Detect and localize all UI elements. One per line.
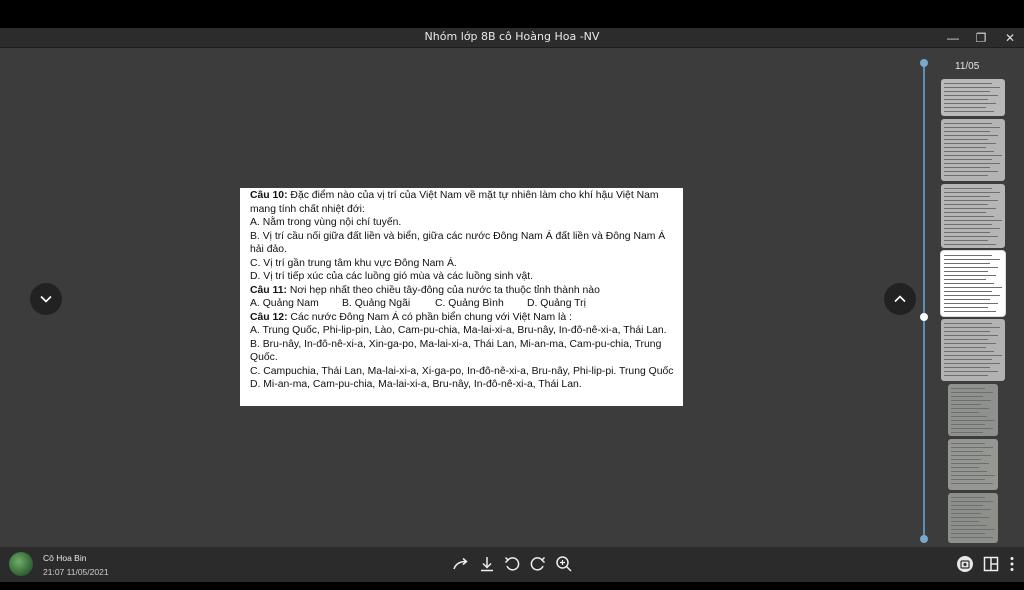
thumbnail-text-line bbox=[944, 236, 998, 237]
more-icon bbox=[1003, 555, 1021, 573]
q11-text: Nơi hẹp nhất theo chiều tây-đông của nước ta thuộc tỉnh thành nào bbox=[286, 284, 600, 296]
title-bar bbox=[0, 28, 1024, 48]
thumbnail-text-line bbox=[944, 103, 996, 104]
thumbnail-text-line bbox=[944, 244, 996, 245]
rotate-left-icon bbox=[503, 555, 521, 573]
thumbnail-text-line bbox=[951, 416, 987, 417]
thumbnail-text-line bbox=[944, 131, 990, 132]
thumbnail-text-line bbox=[951, 529, 995, 530]
q12-option-d: D. Mi-an-ma, Cam-pu-chia, Ma-lai-xi-a, Bru-nây, In-đô-nê-xi-a, Thái Lan. bbox=[250, 379, 582, 390]
thumbnail-text-line bbox=[944, 303, 998, 304]
thumbnail-text-line bbox=[951, 513, 981, 514]
thumbnail-text-line bbox=[944, 375, 988, 376]
thumbnail-text-line bbox=[944, 295, 1000, 296]
thumbnail-text-line bbox=[944, 200, 998, 201]
download-button[interactable] bbox=[477, 554, 497, 574]
thumbnail-text-line bbox=[944, 147, 986, 148]
thumbnail[interactable] bbox=[941, 119, 1005, 181]
thumbnail-text-line bbox=[944, 212, 986, 213]
sent-timestamp: 21:07 11/05/2021 bbox=[43, 567, 109, 577]
q11-option-b: B. Quảng Ngãi bbox=[342, 298, 411, 309]
thumbnail-text-line bbox=[951, 388, 985, 389]
timeline-track[interactable] bbox=[923, 63, 925, 540]
thumbnail-text-line bbox=[951, 533, 985, 534]
thumbnail-text-line bbox=[951, 400, 991, 401]
thumbnail[interactable] bbox=[948, 384, 998, 436]
thumbnail-text-line bbox=[951, 483, 993, 484]
thumbnail-text-line bbox=[951, 392, 993, 393]
thumbnail-text-line bbox=[951, 501, 993, 502]
thumbnail-text-line bbox=[951, 467, 979, 468]
previous-image-button[interactable] bbox=[884, 283, 916, 315]
top-black-strip bbox=[0, 0, 1024, 28]
chevron-up-icon bbox=[893, 292, 907, 306]
thumbnail-text-line bbox=[951, 521, 979, 522]
q10-option-a: A. Nằm trong vùng nội chí tuyến. bbox=[250, 217, 402, 228]
download-icon bbox=[478, 555, 496, 573]
thumbnail-text-line bbox=[944, 151, 994, 152]
q12-option-c: C. Campuchia, Thái Lan, Ma-lai-xi-a, Xi-ga-po, In-đô-nê-xi-a, Bru-nây, Phi-lip-pi. Trung Quốc bbox=[250, 365, 674, 377]
q12-option-b: B. Bru-nây, In-đô-nê-xi-a, Xin-ga-po, Ma-lai-xi-a, Thái Lan, Mi-an-ma, Cam-pu-chia, Trung Quốc. bbox=[250, 338, 662, 363]
thumbnail-text-line bbox=[944, 216, 994, 217]
q10-option-b: B. Vị trí cầu nối giữa đất liền và biển, giữa các nước Đông Nam Á đất liền và Đông Nam Á hải đảo. bbox=[250, 230, 666, 255]
q11-option-d: D. Quảng Trị bbox=[527, 298, 586, 309]
thumbnail-text-line bbox=[944, 107, 986, 108]
timeline-start-marker[interactable] bbox=[920, 59, 928, 67]
thumbnail-text-line bbox=[951, 463, 989, 464]
thumbnail-text-line bbox=[944, 99, 988, 100]
thumbnail-text-line bbox=[944, 196, 990, 197]
thumbnail[interactable] bbox=[948, 493, 998, 543]
layout-toggle-button[interactable] bbox=[981, 554, 1001, 574]
thumbnail-text-line bbox=[944, 299, 990, 300]
thumbnail-text-line bbox=[944, 323, 992, 324]
thumbnail-text-line bbox=[951, 443, 985, 444]
thumbnail-text-line bbox=[944, 355, 1002, 356]
thumbnail-text-line bbox=[944, 311, 996, 312]
thumbnail[interactable] bbox=[941, 184, 1005, 248]
rotate-left-button[interactable] bbox=[502, 554, 522, 574]
question-10 bbox=[250, 189, 675, 216]
thumbnail-text-line bbox=[951, 451, 983, 452]
next-image-button[interactable] bbox=[30, 283, 62, 315]
thumbnail-text-line bbox=[951, 475, 995, 476]
thumbnail-text-line bbox=[951, 408, 989, 409]
thumbnail-text-line bbox=[951, 525, 987, 526]
thumbnail-text-line bbox=[944, 143, 996, 144]
thumbnail-text-line bbox=[944, 123, 992, 124]
thumbnail-text-line bbox=[944, 220, 1002, 221]
close-button[interactable]: ✕ bbox=[1004, 30, 1016, 45]
thumbnail-text-line bbox=[951, 517, 989, 518]
timeline-current-marker[interactable] bbox=[920, 313, 928, 321]
thumbnail[interactable] bbox=[941, 79, 1005, 116]
thumbnail-text-line bbox=[944, 228, 1000, 229]
thumbnail-text-line bbox=[951, 537, 993, 538]
thumbnail-text-line bbox=[944, 91, 990, 92]
thumbnail-text-line bbox=[944, 263, 990, 264]
thumbnail-text-line bbox=[944, 339, 988, 340]
zoom-in-icon bbox=[555, 555, 573, 573]
thumbnail-text-line bbox=[944, 83, 992, 84]
thumbnail-text-line bbox=[944, 291, 992, 292]
thumbnail-text-line bbox=[951, 459, 981, 460]
layout-icon bbox=[982, 555, 1000, 573]
thumbnail-text-line bbox=[951, 479, 985, 480]
thumbnail-text-line bbox=[944, 371, 998, 372]
thumbnail-text-line bbox=[951, 471, 987, 472]
thumbnail-text-line bbox=[951, 412, 979, 413]
extract-text-button[interactable] bbox=[955, 554, 975, 574]
thumbnail-text-line bbox=[944, 192, 1000, 193]
thumbnail-text-line bbox=[944, 127, 1000, 128]
thumbnail-text-line bbox=[944, 307, 988, 308]
question-11 bbox=[250, 284, 675, 298]
thumbnail-text-line bbox=[944, 232, 990, 233]
thumbnail-text-line bbox=[951, 447, 993, 448]
thumbnail-text-line bbox=[944, 363, 1000, 364]
thumbnail-text-line bbox=[951, 505, 983, 506]
thumbnail-text-line bbox=[944, 224, 992, 225]
timeline-end-marker[interactable] bbox=[920, 535, 928, 543]
question-12 bbox=[250, 311, 675, 325]
thumbnail-text-line bbox=[944, 331, 990, 332]
more-options-button[interactable] bbox=[1002, 554, 1022, 574]
thumbnail-text-line bbox=[951, 455, 991, 456]
thumbnail-selected[interactable] bbox=[941, 251, 1005, 316]
thumbnail-text-line bbox=[944, 275, 996, 276]
thumbnail-text-line bbox=[944, 287, 1002, 288]
q12-option-a: A. Trung Quốc, Phi-lip-pin, Lào, Cam-pu-chia, Ma-lai-xi-a, Bru-nây, In-đô-nê-xi-a, Thái Lan. bbox=[250, 325, 667, 336]
rotate-right-button[interactable] bbox=[528, 554, 548, 574]
thumbnail-text-line bbox=[944, 240, 988, 241]
thumbnail-text-line bbox=[944, 327, 1000, 328]
thumbnail-text-line bbox=[944, 204, 988, 205]
thumbnail-text-line bbox=[944, 343, 996, 344]
thumbnail-text-line bbox=[944, 255, 992, 256]
thumbnail-text-line bbox=[944, 208, 996, 209]
thumbnail-text-line bbox=[944, 367, 990, 368]
q11-prefix: Câu 11: bbox=[250, 284, 287, 296]
thumbnail-text-line bbox=[944, 335, 998, 336]
thumbnail-text-line bbox=[944, 267, 998, 268]
thumbnail-text-line bbox=[944, 351, 994, 352]
share-icon bbox=[452, 555, 470, 573]
date-label: 11/05 bbox=[955, 61, 980, 72]
thumbnail-text-line bbox=[944, 175, 988, 176]
bottom-black-strip bbox=[0, 582, 1024, 590]
document-image bbox=[240, 188, 683, 406]
thumbnail-text-line bbox=[944, 139, 988, 140]
thumbnail-text-line bbox=[951, 432, 983, 433]
chevron-down-icon bbox=[39, 292, 53, 306]
thumbnail-text-line bbox=[944, 163, 1000, 164]
thumbnail-text-line bbox=[944, 279, 986, 280]
thumbnail-text-line bbox=[951, 396, 983, 397]
thumbnail-text-line bbox=[944, 283, 994, 284]
thumbnail-text-line bbox=[944, 188, 992, 189]
q10-option-c: C. Vị trí gần trung tâm khu vực Đông Nam Á. bbox=[250, 257, 457, 269]
q12-prefix: Câu 12: bbox=[250, 311, 288, 323]
thumbnail-text-line bbox=[951, 509, 991, 510]
q11-option-c: C. Quảng Bình bbox=[435, 298, 504, 309]
q12-text: Các nước Đông Nam Á có phần biển chung với Việt Nam là : bbox=[287, 311, 572, 323]
thumbnail-text-line bbox=[944, 271, 988, 272]
thumbnail-text-line bbox=[944, 95, 998, 96]
thumbnail-text-line bbox=[944, 347, 986, 348]
thumbnail-text-line bbox=[951, 404, 981, 405]
thumbnail[interactable] bbox=[941, 319, 1005, 381]
thumbnail-text-line bbox=[944, 171, 998, 172]
thumbnail-text-line bbox=[944, 135, 998, 136]
thumbnail-text-line bbox=[944, 159, 992, 160]
q11-options bbox=[250, 297, 675, 311]
thumbnail-text-line bbox=[944, 359, 992, 360]
avatar[interactable] bbox=[9, 552, 33, 576]
thumbnail-text-line bbox=[944, 167, 990, 168]
thumbnail-text-line bbox=[944, 87, 1000, 88]
thumbnail-text-line bbox=[951, 497, 985, 498]
restore-button[interactable]: ❐ bbox=[975, 30, 987, 45]
thumbnail-text-line bbox=[951, 424, 985, 425]
q11-option-a: A. Quảng Nam bbox=[250, 298, 319, 309]
zoom-in-button[interactable] bbox=[554, 554, 574, 574]
window-title: Nhóm lớp 8B cô Hoàng Hoa -NV bbox=[424, 30, 600, 43]
thumbnail[interactable] bbox=[948, 439, 998, 490]
thumbnail-text-line bbox=[944, 155, 1002, 156]
sender-name: Cô Hoa Bin bbox=[43, 553, 87, 563]
thumbnail-text-line bbox=[951, 428, 993, 429]
q10-prefix: Câu 10: bbox=[250, 190, 288, 201]
image-extract-icon bbox=[956, 555, 974, 573]
thumbnail-text-line bbox=[951, 420, 995, 421]
minimize-button[interactable]: — bbox=[947, 30, 959, 45]
rotate-right-icon bbox=[529, 555, 547, 573]
q10-option-d: D. Vị trí tiếp xúc của các luồng gió mùa và các luồng sinh vật. bbox=[250, 271, 534, 282]
thumbnail-text-line bbox=[944, 111, 994, 112]
thumbnail-text-line bbox=[944, 259, 1000, 260]
q10-text: Đặc điểm nào của vị trí của Việt Nam về mặt tự nhiên làm cho khí hậu Việt Nam mang tính chất nhiệt đới: bbox=[250, 190, 659, 215]
share-button[interactable] bbox=[451, 554, 471, 574]
